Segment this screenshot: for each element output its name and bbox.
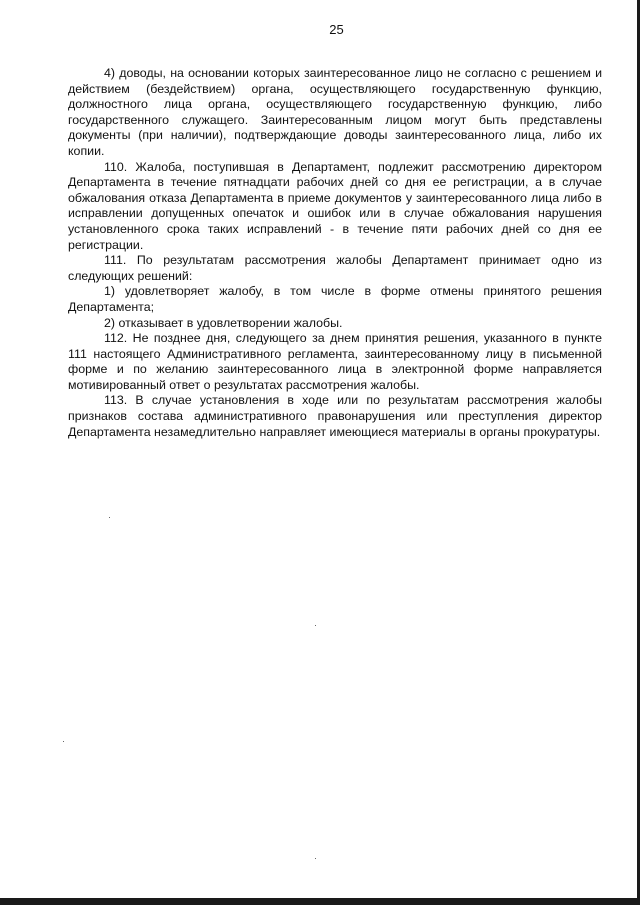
paragraph-111-item-1: 1) удовлетворяет жалобу, в том числе в форме отмены принятого решения Департамента; <box>68 284 602 314</box>
paragraph-item-4: 4) доводы, на основании которых заинтересованное лицо не согласно с решением и действием (бездействием) органа, осуществляющего государственную функцию, должностного лица органа, осуществляющего государственную функцию, либо государственного служащего. Заинтересованным лицом могут быть представлены документы (при наличии), подтверждающие доводы заинтересованного лица, либо их копии. <box>68 66 602 158</box>
paragraph-111: 111. По результатам рассмотрения жалобы Департамент принимает одно из следующих решений: <box>68 253 602 283</box>
paragraph-112: 112. Не позднее дня, следующего за днем принятия решения, указанного в пункте 111 настоящего Административного регламента, заинтересованному лицу в письменной форме и по желанию заинтересованного лица в электронной форме направляется мотивированный ответ о результатах рассмотрения жалобы. <box>68 331 602 392</box>
paragraph-111-item-2: 2) отказывает в удовлетворении жалобы. <box>104 315 343 330</box>
scan-speck <box>315 625 316 626</box>
page-number: 25 <box>329 22 344 37</box>
paragraph-110: 110. Жалоба, поступившая в Департамент, подлежит рассмотрению директором Департамента в течение пятнадцати рабочих дней со дня ее регистрации, а в случае обжалования отказа Департамента в приеме документов у заинтересованного лица либо в исправлении допущенных опечаток и ошибок или в случае обжалования нарушения установленного срока таких исправлений - в течение пяти рабочих дней со дня ее регистрации. <box>68 159 602 252</box>
scan-speck <box>63 741 64 742</box>
paragraph-113: 113. В случае установления в ходе или по результатам рассмотрения жалобы признаков состава административного правонарушения или преступления директор Департамента незамедлительно направляет имеющиеся материалы в органы прокуратуры. <box>68 393 602 439</box>
scan-border-bottom <box>0 898 640 905</box>
scan-speck <box>315 858 316 859</box>
scan-speck <box>109 517 110 518</box>
body-text <box>68 66 602 440</box>
